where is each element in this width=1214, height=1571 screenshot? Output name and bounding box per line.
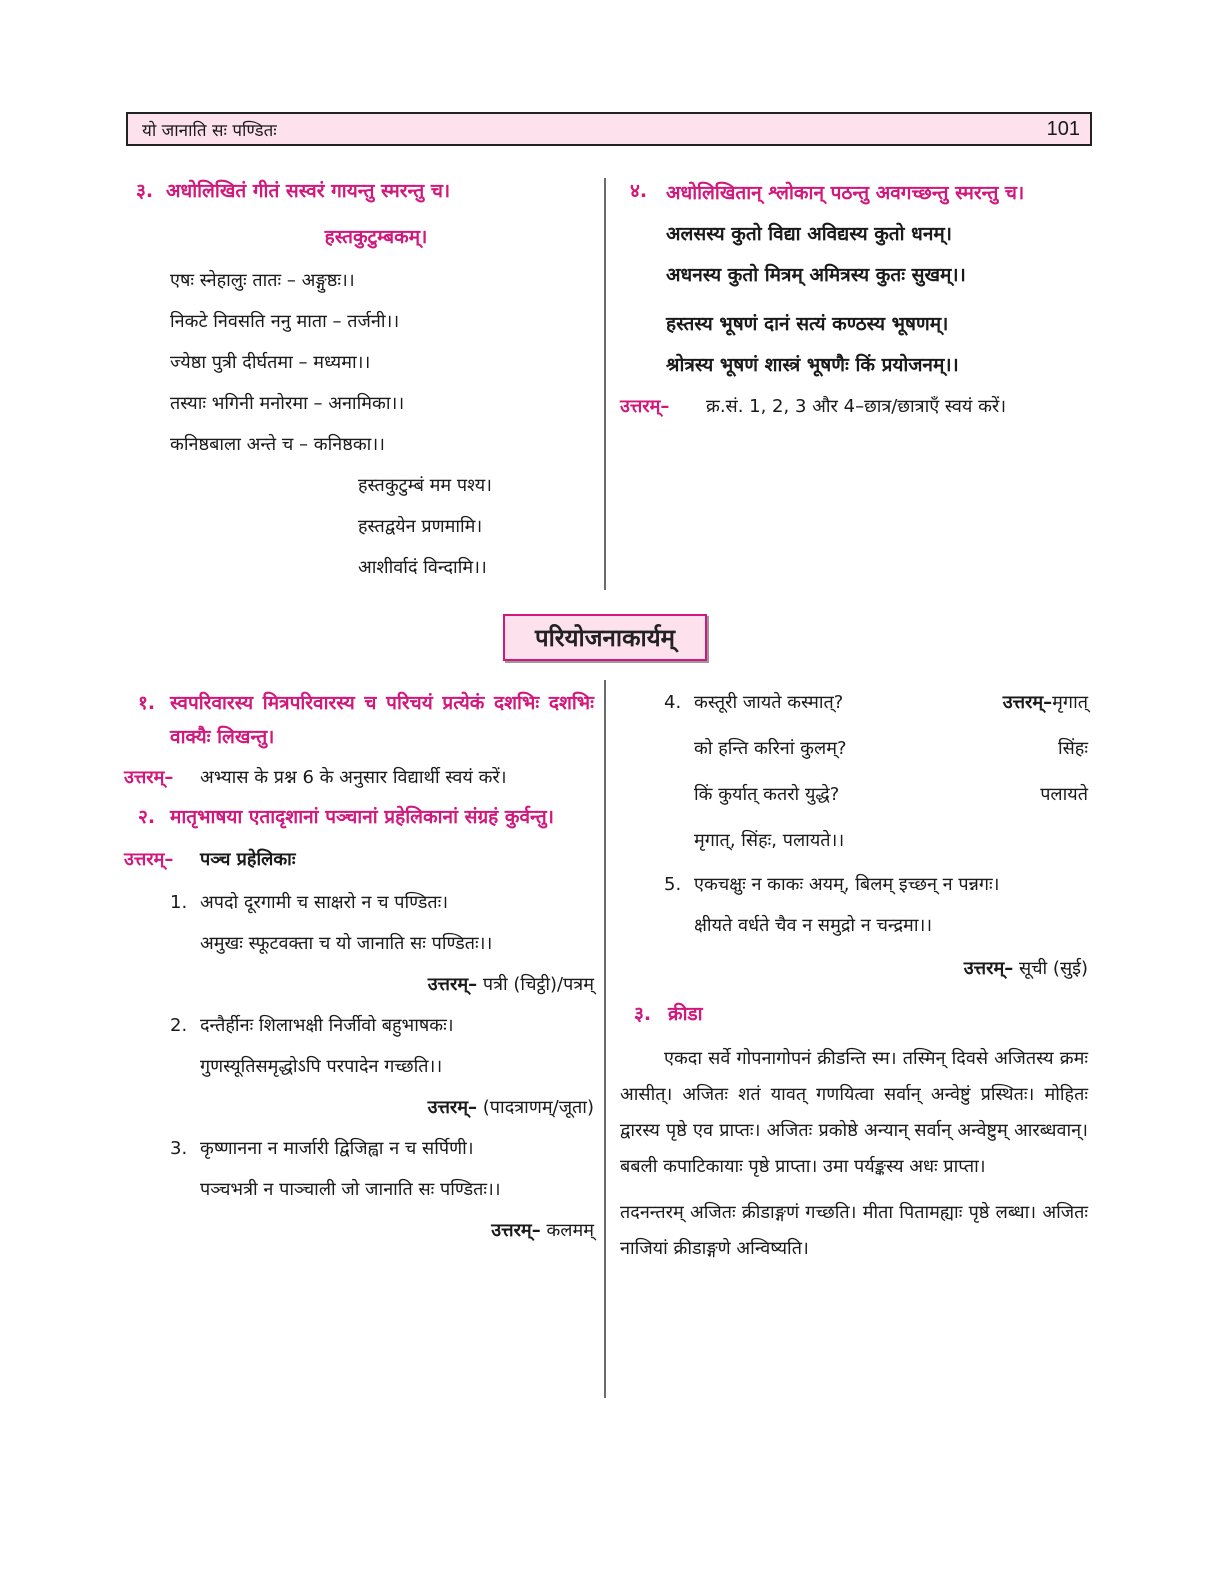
page-number: 101 (1046, 117, 1080, 140)
question-3: ३. अधोलिखितं गीतं सस्वरं गायन्तु स्मरन्तु च। (136, 180, 451, 202)
section-title-box: परियोजनाकार्यम् (503, 614, 707, 661)
song-line: हस्तद्वयेन प्रणमामि। (358, 516, 483, 537)
project-answer-2 (124, 842, 594, 878)
song-lines (136, 260, 596, 465)
project-question-1: १. स्वपरिवारस्य मित्रपरिवारस्य च परिचयं प्रत्येकं दशभिः दशभिः वाक्यैः लिखन्तु। (138, 692, 594, 748)
song-line: निकटे निवसति ननु माता – तर्जनी।। (170, 311, 400, 332)
riddle-1: 1. अपदो दूरगामी च साक्षरो न च पण्डितः। अमुखः स्फूटवक्ता च यो जानाति सः पण्डितः।। उत्तरम्– पत्री (चिट्ठी)/पत्रम् (124, 882, 594, 1005)
answer-label: उत्तरम्– (124, 767, 174, 788)
riddle-3: 3. कृष्णानना न मार्जारी द्विजिह्वा न च सर्पिणी। पञ्चभत्री न पाञ्चाली जो जानाति सः पण्डितः।। उत्तरम्– कलमम् (124, 1128, 594, 1251)
bottom-left-column (124, 686, 594, 1251)
song-line: हस्तकुटुम्बं मम पश्य। (358, 475, 492, 496)
song-line: तस्याः भगिनी मनोरमा – अनामिका।। (170, 393, 405, 414)
song-title: हस्तकुटुम्बकम्। (324, 226, 428, 248)
story-paragraph-2: तदनन्तरम् अजितः क्रीडाङ्गणं गच्छति। मीता पितामह्याः पृष्ठे लब्धा। अजितः नाजियां क्रीडाङ्गणे अन्विष्यति। (620, 1202, 1088, 1259)
answer-label: उत्तरम्– (620, 396, 670, 417)
bottom-right-column (620, 680, 1088, 1267)
project-answer-1 (124, 760, 594, 796)
project-question-2: २. मातृभाषया एतादृशानां पञ्चानां प्रहेलिकानां संग्रहं कुर्वन्तु। (138, 806, 554, 828)
running-title: यो जानाति सः पण्डितः (142, 120, 277, 141)
riddle-5: 5. एकचक्षुः न काकः अयम्, बिलम् इच्छन् न पन्नगः। क्षीयते वर्धते चैव न समुद्रो न चन्द्रमा।। उत्तरम्– सूची (सुई) (620, 866, 1088, 989)
riddle-answer: उत्तरम्– कलमम् (491, 1220, 594, 1241)
column-divider-top (604, 178, 606, 590)
question-4: ४. अधोलिखितान् श्लोकान् पठन्तु अवगच्छन्तु स्मरन्तु च। (630, 180, 1025, 204)
column-divider-bottom (604, 680, 606, 1398)
song-line: ज्येष्ठा पुत्री दीर्घतमा – मध्यमा।। (170, 352, 371, 373)
song-line: एषः स्नेहालुः तातः – अङ्गुष्ठः।। (170, 270, 355, 291)
answer-4 (620, 390, 1090, 424)
shloka-1 (630, 214, 1090, 296)
story-paragraph-1: एकदा सर्वे गोपनागोपनं क्रीडन्ति स्म। तस्मिन् दिवसे अजितस्य क्रमः आसीत्। अजितः शतं यावत् गणयित्वा सर्वान् अन्वेष्टुं प्रस्थितः। मोहितः द्वारस्य पृष्ठे एव प्राप्तः। अजितः प्रकोष्ठे अन्यान् सर्वान् अन्वेष्टुम् आरब्धवान्। बबली कपाटिकायाः पृष्ठे प्राप्ता। उमा पर्यङ्कस्य अधः प्राप्ता। (620, 1048, 1088, 1177)
answer-text: क्र.सं. 1, 2, 3 और 4–छात्र/छात्राएँ स्वयं करें। (706, 396, 1007, 417)
shloka-line: अलसस्य कुतो विद्या अविद्यस्य कुतो धनम्। (666, 223, 952, 245)
riddle-4: 4. कस्तूरी जायते कस्मात्? उत्तरम्–मृगात् को हन्ति करिनां कुलम्? सिंहः किं कुर्यात् कतरो युद्धे? पलायते मृगात्, सिंहः, पलायते।। (664, 692, 1088, 851)
riddle-answer: उत्तरम्– पत्री (चिट्ठी)/पत्रम् (427, 974, 594, 995)
song-line: आशीर्वादं विन्दामि।। (358, 557, 487, 578)
top-left-column (136, 174, 596, 588)
shloka-line: श्रोत्रस्य भूषणं शास्त्रं भूषणैः किं प्रयोजनम्।। (666, 354, 959, 376)
riddle-answer: उत्तरम्– सूची (सुई) (963, 958, 1088, 979)
page-header (126, 112, 1092, 146)
shloka-line: अधनस्य कुतो मित्रम् अमित्रस्य कुतः सुखम्।। (666, 264, 966, 286)
song-line: कनिष्ठबाला अन्ते च – कनिष्ठका।। (170, 434, 385, 455)
riddle-answer: उत्तरम्– (पादत्राणम्/जूता) (427, 1097, 594, 1118)
song-indented-lines (136, 465, 596, 588)
top-right-column (620, 174, 1090, 424)
riddle-2: 2. दन्तैर्हीनः शिलाभक्षी निर्जीवो बहुभाषकः। गुणस्यूतिसमृद्धोऽपि परपादेन गच्छति।। उत्तरम्– (पादत्राणम्/जूता) (124, 1005, 594, 1128)
answer-label: उत्तरम्– (124, 849, 174, 870)
shloka-line: हस्तस्य भूषणं दानं सत्यं कण्ठस्य भूषणम्। (666, 313, 949, 335)
project-question-3: ३. क्रीडा (634, 1003, 703, 1025)
answer-text: पञ्च प्रहेलिकाः (200, 849, 296, 870)
answer-text: अभ्यास के प्रश्न 6 के अनुसार विद्यार्थी स्वयं करें। (200, 767, 507, 788)
shloka-2 (630, 304, 1090, 386)
